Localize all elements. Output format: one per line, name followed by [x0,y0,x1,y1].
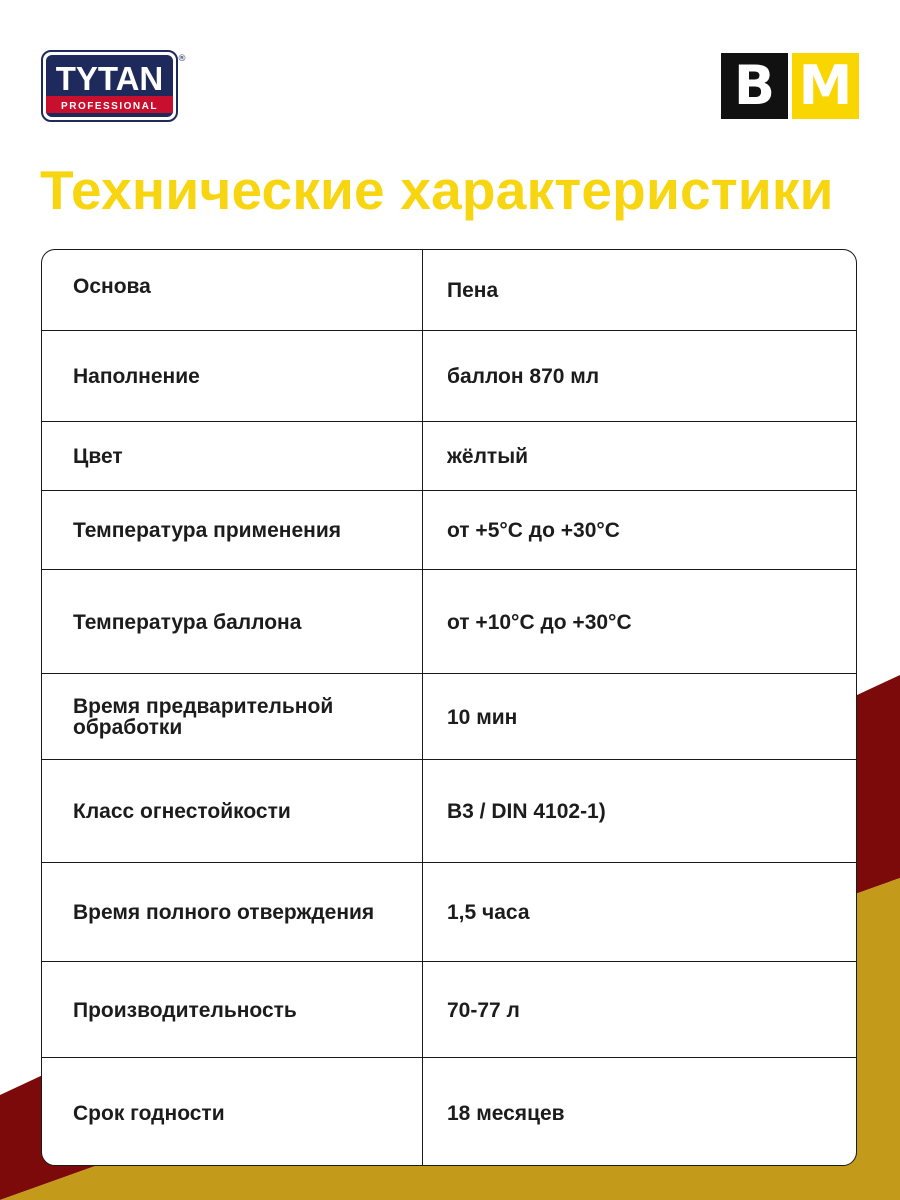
spec-value: 70-77 л [447,998,520,1022]
spec-label: Класс огнестойкости [73,800,291,823]
spec-table [41,249,857,1166]
spec-value: B3 / DIN 4102-1) [447,800,606,823]
spec-row [42,862,856,962]
spec-row [42,673,856,760]
spec-value: от +10°C до +30°C [447,610,632,634]
tytan-logo [41,50,187,124]
spec-value: 18 месяцев [447,1101,565,1125]
spec-value: 10 мин [447,705,518,729]
spec-row [42,490,856,570]
bm-logo [721,53,859,119]
spec-value: от +5°C до +30°C [447,519,620,542]
column-divider [422,250,423,1165]
spec-label: Цвет [73,445,123,468]
spec-label: Основа [73,275,151,298]
spec-row [42,1057,856,1166]
spec-row [42,961,856,1058]
spec-label: Время полного отверждения [73,901,375,924]
page-title: Технические характеристики [40,159,834,221]
tytan-subtitle: PROFESSIONAL [61,101,158,112]
bm-logo-b: B [721,53,788,119]
spec-label: Температура применения [73,519,341,542]
tytan-wordmark: TYTAN [55,60,164,97]
spec-row [42,250,856,330]
spec-label: Наполнение [73,365,200,388]
bm-logo-m: M [792,53,859,119]
spec-label: Температура баллона [73,610,302,634]
spec-row [42,421,856,491]
spec-label: Производительность [73,998,297,1022]
spec-row [42,569,856,674]
spec-label: Срок годности [73,1101,225,1125]
spec-value: 1,5 часа [447,901,530,924]
spec-row [42,759,856,863]
spec-label: Время предварительной обработки [73,695,334,739]
registered-mark: ® [177,54,187,64]
spec-value: жёлтый [447,445,529,468]
spec-value: баллон 870 мл [447,365,600,388]
spec-value: Пена [447,278,499,302]
spec-row [42,330,856,422]
